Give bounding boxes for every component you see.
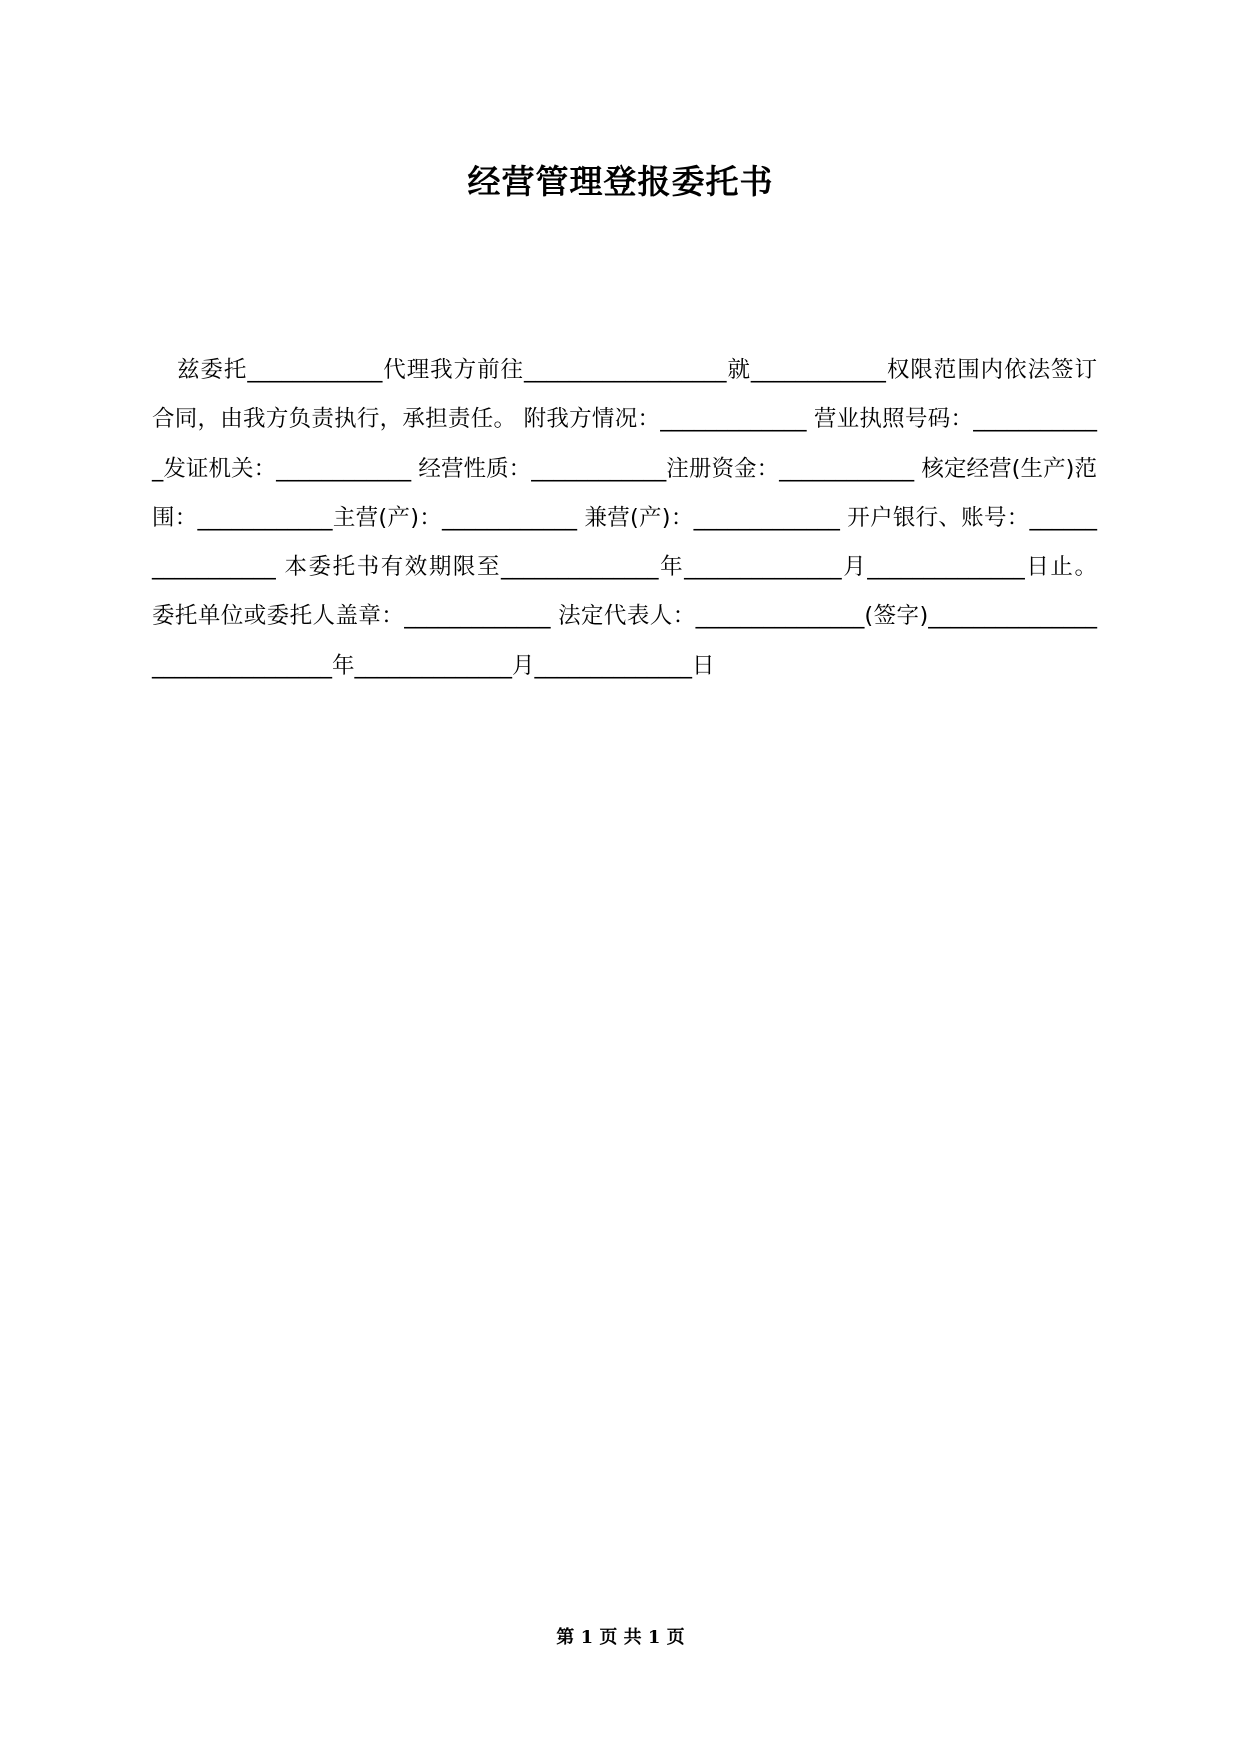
document-body xyxy=(152,346,1105,691)
body-text: 兹委托____________代理我方前往__________________就____________权限范围内依法签订合同，由我方负责执行，承担责任。 附我方情况：_____________ 营业执照号码：____________发证机关：____________ 经营性质：____________注册资金：____________ 核定经营(生产)范围：____________主营(产)：____________ 兼营(产)：_____________ 开户银行、账号：_________________ 本委托书有效期限至______________年______________月______________日止。 委托单位或委托人盖章：_____________ 法定代表人：_______________(签字)_______________________________年______________月______________日 xyxy=(152,357,1105,679)
document-title: 经营管理登报委托书 xyxy=(467,162,774,201)
page-footer: 第 1 页 共 1 页 xyxy=(556,1627,685,1648)
